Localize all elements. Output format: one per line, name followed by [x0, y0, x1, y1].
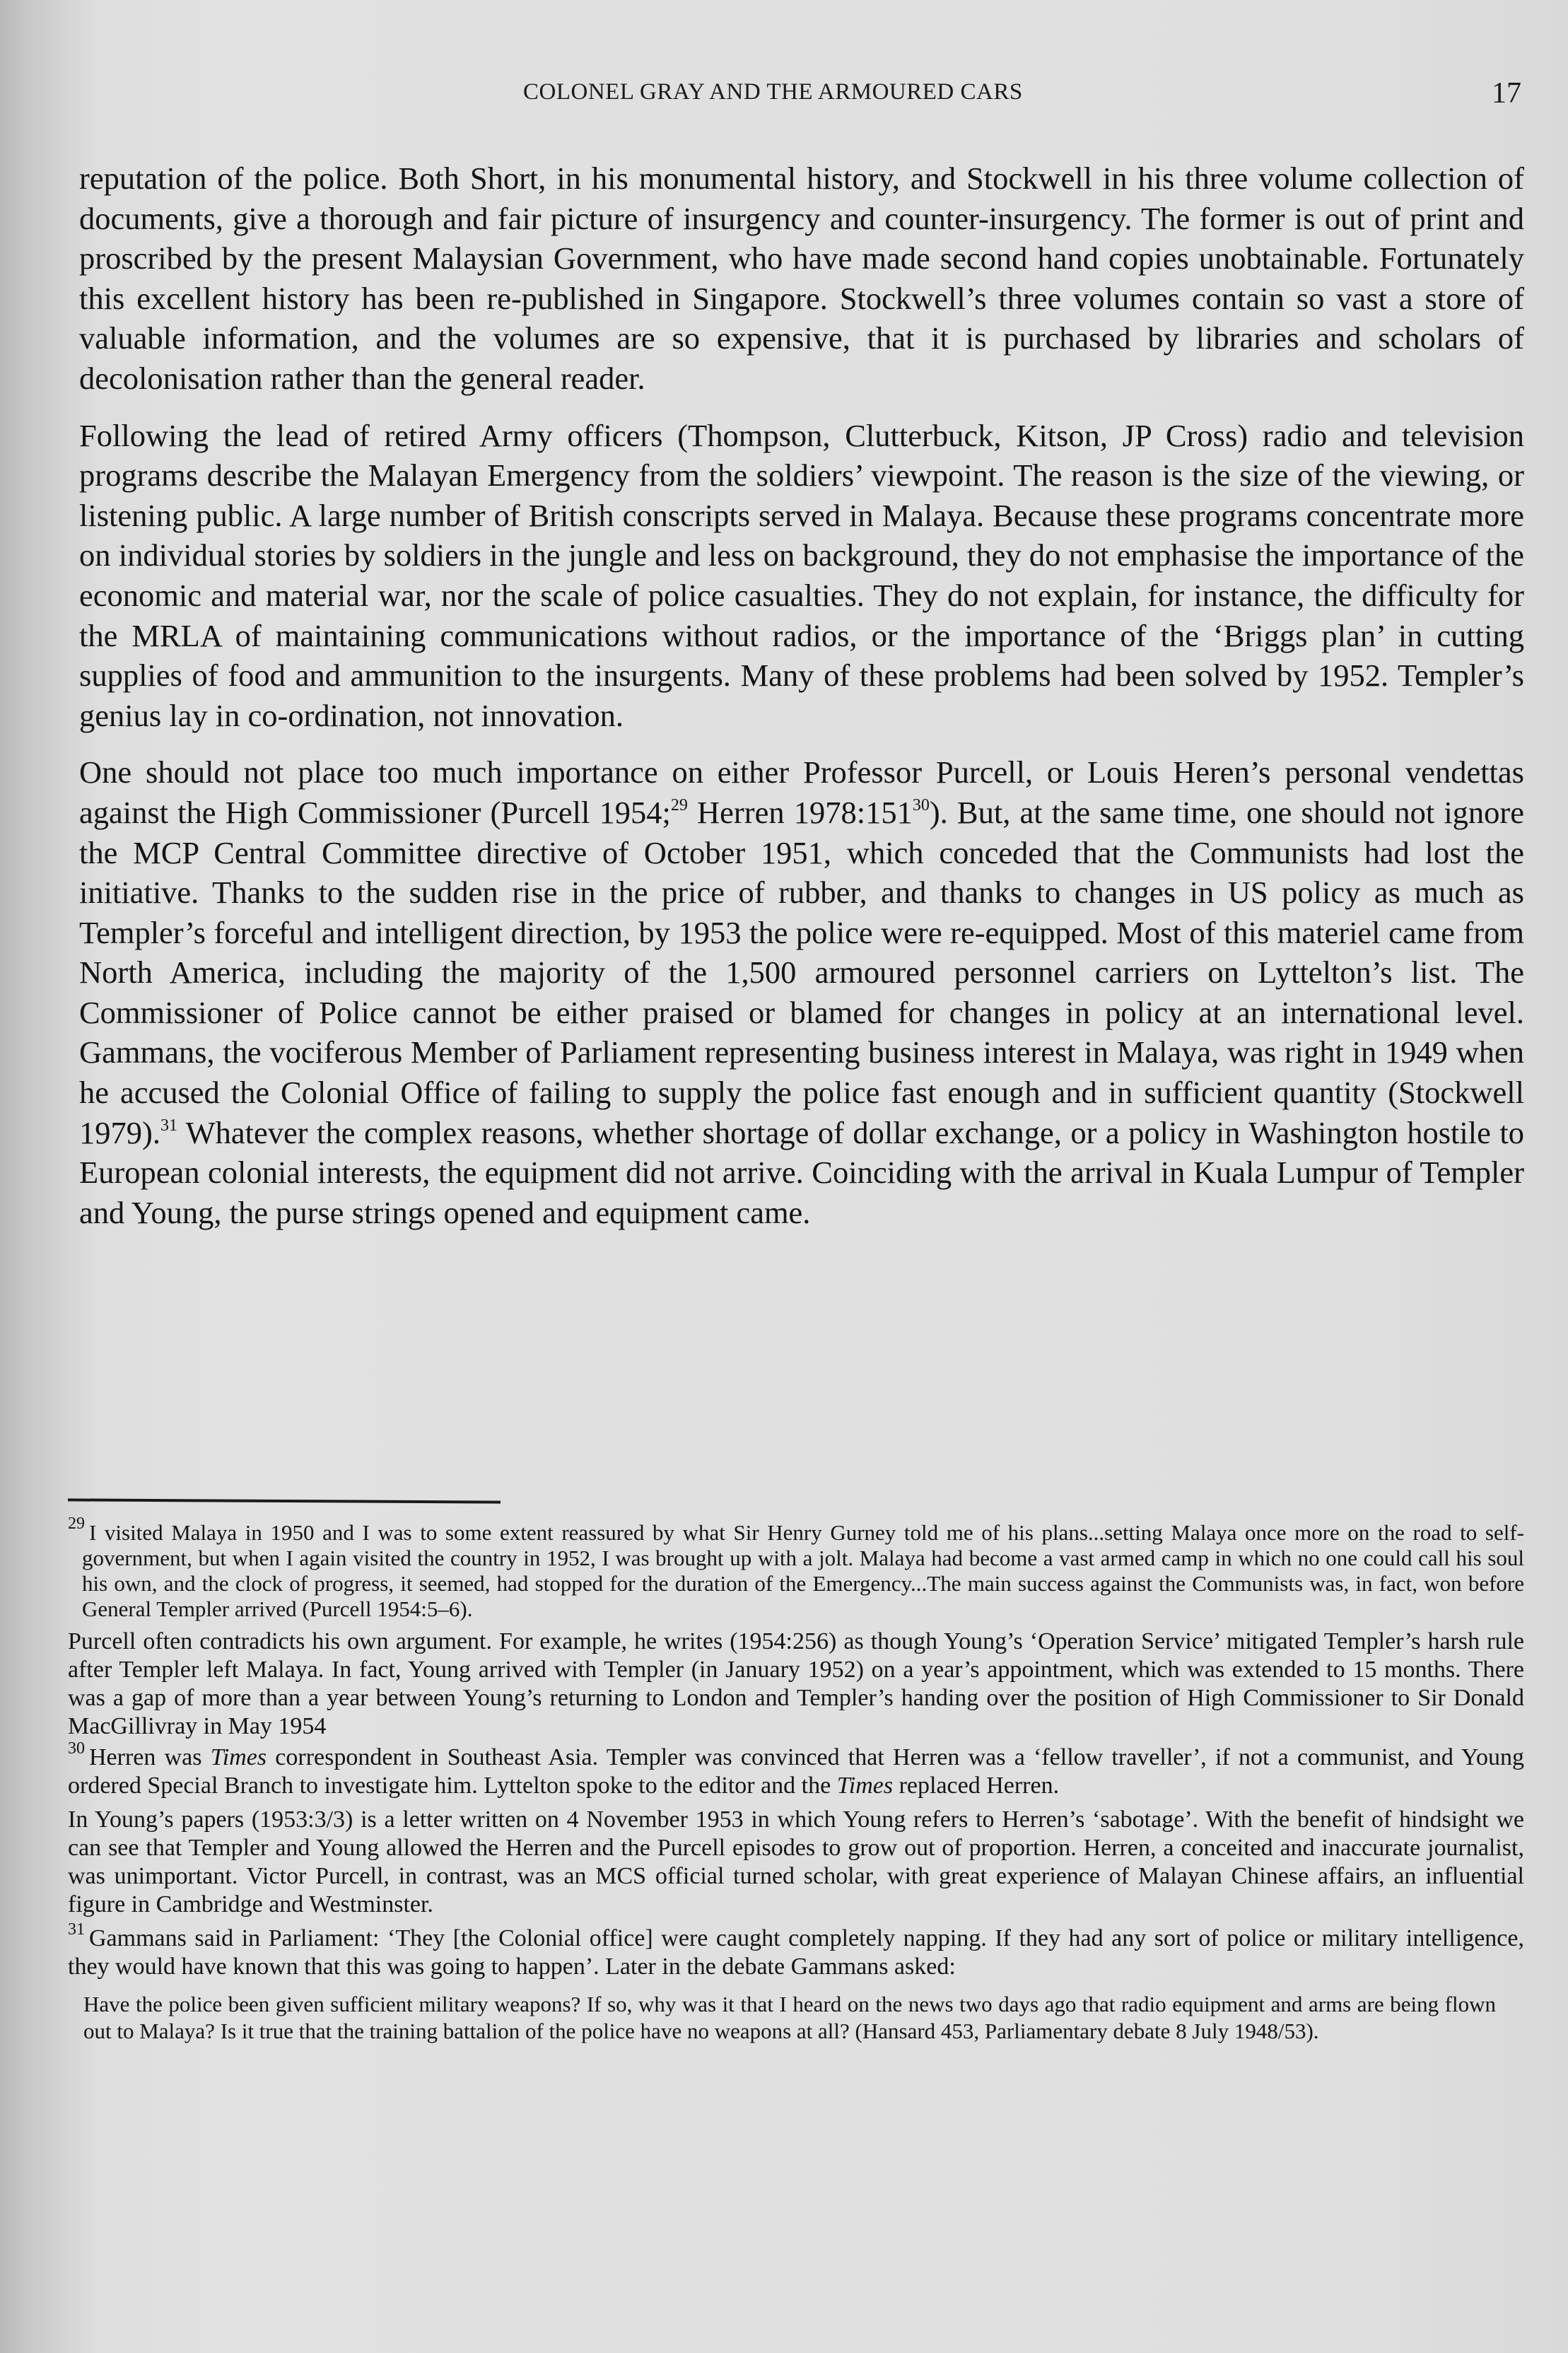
- footnote-30-comment: In Young’s papers (1953:3/3) is a letter written on 4 November 1953 in which Young refers to Herren’s ‘sabotage’. With the benefit of hindsight we can see that Templer and Young allowed the Herren and the Purcell episodes to grow out of proportion. Herren, a conceited and inaccurate journalist, was unimportant. Victor Purcell, in contrast, was an MCS official turned scholar, with great experience of Malayan Chinese affairs, an influential figure in Cambridge and Westminster.: [68, 1806, 1524, 1917]
- paragraph-2: Following the lead of retired Army officers (Thompson, Clutterbuck, Kitson, JP Cross) radio and television programs describe the Malayan Emergency from the soldiers’ viewpoint. The reason is the size of the viewing, or listening public. A large number of British conscripts served in Malaya. Because these programs concentrate more on individual stories by soldiers in the jungle and less on background, they do not emphasise the importance of the economic and material war, nor the scale of police casualties. They do not explain, for instance, the difficulty for the MRLA of maintaining communications without radios, or the importance of the ‘Briggs plan’ in cutting supplies of food and ammunition to the insurgents. Many of these problems had been solved by 1952. Templer’s genius lay in co-ordination, not innovation.: [79, 417, 1524, 733]
- paragraph-3-text: ). But, at the same time, one should not ignore the MCP Central Committee directive of October 1951, which conceded that the Communists had lost the initiative. Thanks to the sudden rise in the price of rubber, and thanks to changes in US policy as much as Templer’s forceful and intelligent direction, by 1953 the police were re-equipped. Most of this materiel came from North America, including the majority of the 1,500 armoured personnel carriers on Lyttelton’s list. The Commissioner of Police cannot be either praised or blamed for changes in policy at an international level. Gammans, the vociferous Member of Parliament representing business interest in Malaya, was right in 1949 when he accused the Colonial Office of failing to supply the police fast enough and in sufficient quantity (Stockwell 1979).: [79, 794, 1525, 1150]
- footnote-separator: [68, 1498, 501, 1503]
- footnote-30-italic-times: Times: [210, 1744, 267, 1770]
- running-head: [0, 79, 1568, 115]
- footnote-30-text-a: Herren was: [89, 1744, 211, 1770]
- footnote-ref-30[interactable]: 30: [912, 795, 930, 814]
- footnote-31-text: [68, 1920, 1524, 1981]
- body-text: [79, 158, 1524, 1249]
- paragraph-3: [79, 752, 1524, 1232]
- footnote-29-quote-text: I visited Malaya in 1950 and I was to some extent reassured by what Sir Henry Gurney told me of his plans...setting Malaya once more on the road to self-government, but when I again visited the country in 1952, I was brought up with a jolt. Malaya had become a vast armed camp in which no one could call his soul his own, and the clock of progress, it seemed, had stopped for the duration of the Emergency...The main success against the Communists was, in fact, won before General Templer arrived (Purcell 1954:5–6).: [82, 1520, 1524, 1621]
- footnote-31-text-body: Gammans said in Parliament: ‘They [the Colonial office] were caught completely napping. If they had any sort of police or military intelligence, they would have known that this was going to happen’. Later in the debate Gammans asked:: [68, 1925, 1524, 1980]
- page-number: 17: [1492, 77, 1521, 110]
- footnote-ref-29[interactable]: 29: [670, 795, 688, 814]
- paragraph-3-text: One should not place too much importance on either Professor Purcell, or Louis Heren’s personal vendettas against the High Commissioner (Purcell 1954;: [79, 754, 1524, 830]
- footnote-29: [68, 1514, 1524, 1741]
- footnote-30-text-b: correspondent in Southeast Asia. Templer was convinced that Herren was a ‘fellow traveller’, if not a communist, and Young ordered Special Branch to investigate him. Lyttelton spoke to the editor and the: [68, 1744, 1524, 1799]
- footnote-30-text: [68, 1739, 1524, 1800]
- footnote-number: 29: [68, 1514, 85, 1533]
- paragraph-3-text: Herren 1978:151: [687, 794, 913, 830]
- footnote-30-italic-times: Times: [836, 1773, 894, 1799]
- footnote-31-quote: Have the police been given sufficient military weapons? If so, why was it that I heard on the news two days ago that radio equipment and arms are being flown out to Malaya? Is it true that the training battalion of the police have no weapons at all? (Hansard 453, Parliamentary debate 8 July 1948/53).: [83, 1992, 1496, 2043]
- paragraph-3-text: Whatever the complex reasons, whether shortage of dollar exchange, or a policy in Washington hostile to European colonial interests, the equipment did not arrive. Coinciding with the arrival in Kuala Lumpur of Templer and Young, the purse strings opened and equipment came.: [79, 1114, 1524, 1230]
- footnote-number: 31: [68, 1920, 85, 1939]
- paragraph-1: reputation of the police. Both Short, in his monumental history, and Stockwell in his three volume collection of documents, give a thorough and fair picture of insurgency and counter-insurgency. The former is out of print and proscribed by the present Malaysian Government, who have made second hand copies unobtainable. Fortunately this excellent history has been re-published in Singapore. Stockwell’s three volumes contain so vast a store of valuable information, and the volumes are so expensive, that it is purchased by libraries and scholars of decolonisation rather than the general reader.: [79, 160, 1524, 396]
- footnotes: [68, 1514, 1524, 2045]
- footnote-30: [68, 1739, 1524, 1919]
- footnote-number: 30: [68, 1739, 85, 1758]
- running-title: COLONEL GRAY AND THE ARMOURED CARS: [523, 79, 1023, 105]
- footnote-30-text-c: replaced Herren.: [893, 1773, 1060, 1799]
- footnote-29-quote: [68, 1514, 1524, 1622]
- footnote-29-comment: Purcell often contradicts his own argument. For example, he writes (1954:256) as though Young’s ‘Operation Service’ mitigated Templer’s harsh rule after Templer left Malaya. In fact, Young arrived with Templer (in January 1952) on a year’s appointment, which was extended to 15 months. There was a gap of more than a year between Young’s returning to London and Templer’s handing over the position of High Commissioner to Sir Donald MacGillivray in May 1954: [68, 1628, 1524, 1739]
- footnote-ref-31[interactable]: 31: [160, 1116, 177, 1135]
- footnote-31: [68, 1920, 1524, 2045]
